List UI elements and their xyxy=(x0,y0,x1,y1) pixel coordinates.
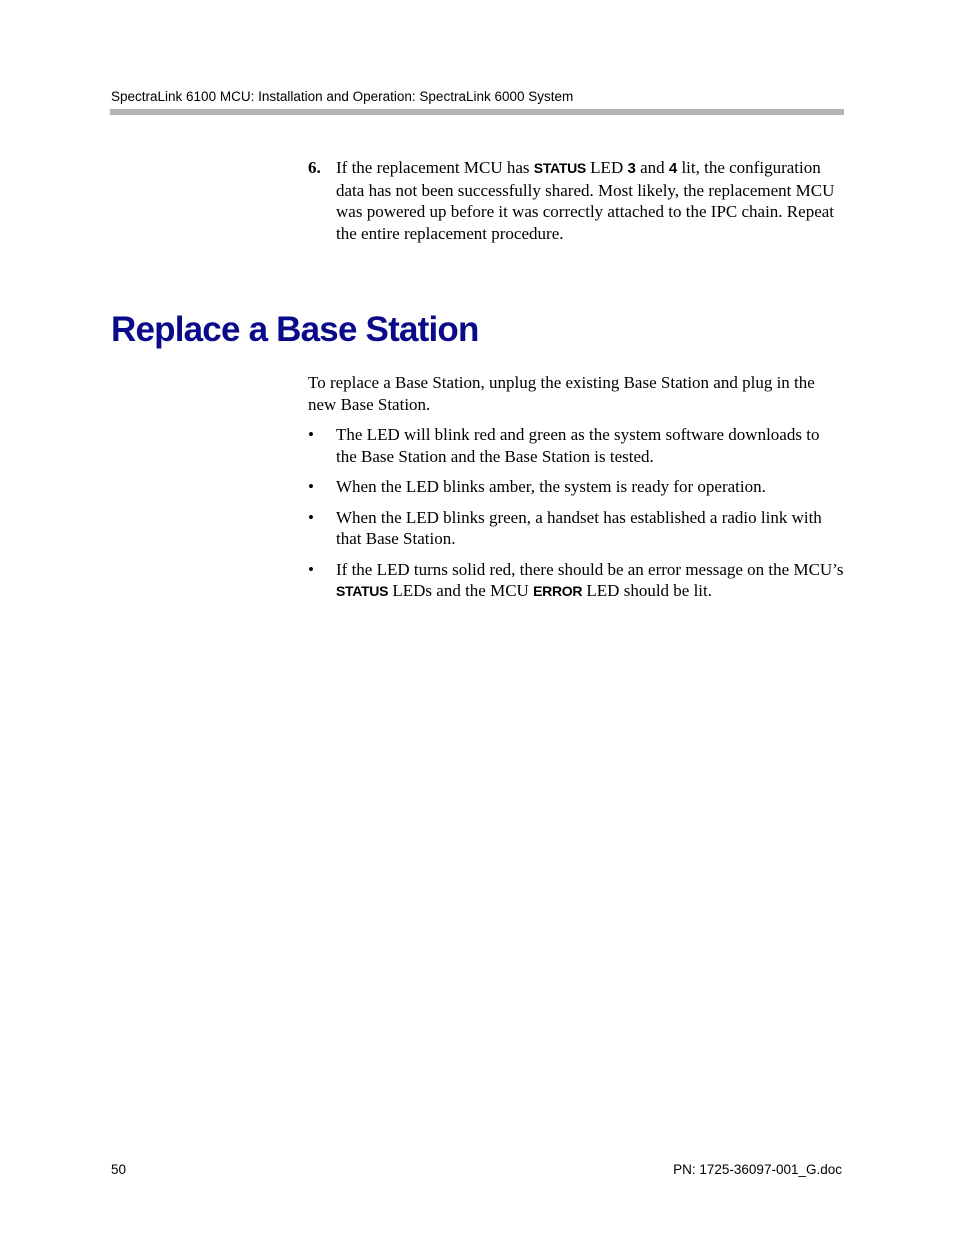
list-item xyxy=(308,559,844,603)
led-number: 4 xyxy=(668,160,678,177)
bullet-icon: • xyxy=(308,425,314,444)
list-item-text-part: LEDs and the MCU xyxy=(388,581,534,600)
status-keyword: STATUS xyxy=(336,583,389,599)
list-item-text xyxy=(336,560,844,601)
step-text-part: LED xyxy=(585,158,628,177)
step-text xyxy=(336,157,844,244)
list-item xyxy=(308,424,844,467)
intro-paragraph: To replace a Base Station, unplug the existing Base Station and plug in the new Base Station. xyxy=(308,373,815,414)
page-number: 50 xyxy=(111,1162,127,1177)
step-text-part: and xyxy=(635,158,669,177)
status-keyword: STATUS xyxy=(533,160,586,176)
step-number: 6. xyxy=(308,158,321,177)
list-item-text: When the LED blinks amber, the system is ready for operation. xyxy=(336,477,766,496)
document-id: PN: 1725-36097-001_G.doc xyxy=(673,1162,842,1177)
list-item-text-part: LED should be lit. xyxy=(582,581,713,600)
bullet-icon: • xyxy=(308,507,314,527)
led-number: 3 xyxy=(627,160,636,177)
step-6 xyxy=(308,157,844,244)
list-item xyxy=(308,476,844,498)
bullet-list xyxy=(308,424,844,612)
list-item xyxy=(308,507,844,550)
step-text-part: lit, the configuration data has not been successfully shared. Most likely, the replacement MCU was powered up before it was correctly attached to the IPC chain. Repeat the entire replacement procedure. xyxy=(336,158,835,243)
bullet-icon: • xyxy=(308,559,314,579)
list-item-text: When the LED blinks green, a handset has established a radio link with that Base Station. xyxy=(336,507,822,548)
step-text-part: If the replacement MCU has xyxy=(336,158,534,177)
running-header: SpectraLink 6100 MCU: Installation and Operation: SpectraLink 6000 System xyxy=(111,89,574,104)
section-heading: Replace a Base Station xyxy=(111,310,479,349)
list-item-text: The LED will blink red and green as the system software downloads to the Base Station and the Base Station is tested. xyxy=(336,425,820,466)
error-keyword: ERROR xyxy=(533,583,583,599)
bullet-icon: • xyxy=(308,477,314,496)
list-item-text-part: If the LED turns solid red, there should be an error message on the MCU’s xyxy=(336,559,844,579)
header-rule xyxy=(110,109,844,115)
